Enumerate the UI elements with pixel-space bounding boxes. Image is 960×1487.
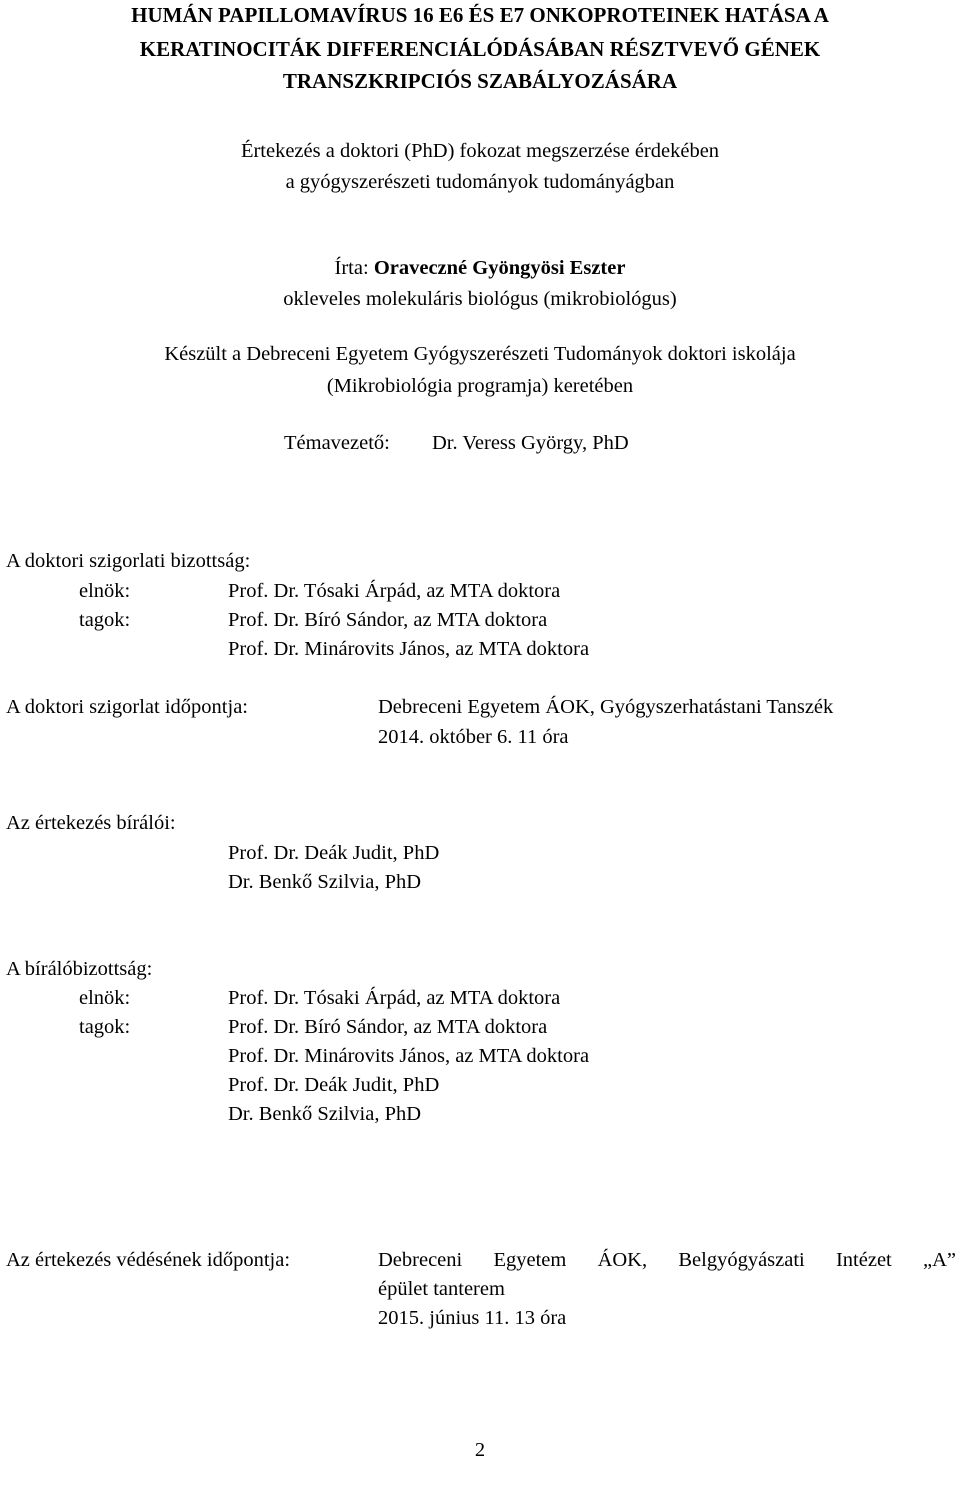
defense-place-word: „A”	[922, 1249, 956, 1271]
review-member-2: Prof. Dr. Minárovits János, az MTA doktora	[228, 1045, 590, 1067]
exam-member-2: Prof. Dr. Minárovits János, az MTA doktora	[228, 638, 590, 660]
defense-label: Az értekezés védésének időpontja:	[6, 1249, 291, 1271]
exam-chair-name: Prof. Dr. Tósaki Árpád, az MTA doktora	[228, 580, 561, 602]
review-members-label: tagok:	[79, 1016, 131, 1038]
review-member-4: Dr. Benkő Szilvia, PhD	[228, 1103, 422, 1125]
reviewer-2: Dr. Benkő Szilvia, PhD	[228, 871, 422, 893]
school-line-1: Készült a Debreceni Egyetem Gyógyszerészeti Tudományok doktori iskolája	[164, 343, 796, 365]
author-line	[0, 258, 960, 279]
defense-place-word: Egyetem	[493, 1249, 567, 1271]
review-chair-label: elnök:	[79, 987, 131, 1009]
thesis-title-line-2: KERATINOCITÁK DIFFERENCIÁLÓDÁSÁBAN RÉSZTVEVŐ GÉNEK	[139, 37, 821, 61]
defense-datetime: 2015. június 11. 13 óra	[378, 1307, 567, 1329]
review-member-3: Prof. Dr. Deák Judit, PhD	[228, 1074, 440, 1096]
exam-date-label: A doktori szigorlat időpontja:	[6, 696, 248, 718]
supervisor-name: Dr. Veress György, PhD	[432, 432, 629, 454]
exam-committee-heading: A doktori szigorlati bizottság:	[6, 550, 251, 572]
thesis-title-line-1: HUMÁN PAPILLOMAVÍRUS 16 E6 ÉS E7 ONKOPROTEINEK HATÁSA A	[131, 3, 829, 27]
page-number: 2	[474, 1439, 486, 1461]
author-name: Oraveczné Gyöngyösi Eszter	[373, 257, 626, 279]
defense-place-word: ÁOK,	[597, 1249, 648, 1271]
review-member-1: Prof. Dr. Bíró Sándor, az MTA doktora	[228, 1016, 548, 1038]
defense-place-word: Intézet	[835, 1249, 892, 1271]
exam-place: Debreceni Egyetem ÁOK, Gyógyszerhatástani Tanszék	[378, 696, 834, 718]
exam-chair-label: elnök:	[79, 580, 131, 602]
subtitle-line-1: Értekezés a doktori (PhD) fokozat megszerzése érdekében	[240, 140, 720, 162]
exam-members-label: tagok:	[79, 609, 131, 631]
exam-member-1: Prof. Dr. Bíró Sándor, az MTA doktora	[228, 609, 548, 631]
exam-datetime: 2014. október 6. 11 óra	[378, 726, 569, 748]
reviewer-1: Prof. Dr. Deák Judit, PhD	[228, 842, 440, 864]
subtitle-line-2: a gyógyszerészeti tudományok tudományágban	[285, 171, 675, 193]
author-prefix: Írta:	[334, 257, 374, 279]
defense-place-line-2: épület tanterem	[378, 1278, 505, 1300]
supervisor-label: Témavezető:	[284, 432, 390, 454]
review-committee-heading: A bírálóbizottság:	[6, 958, 153, 980]
author-degree: okleveles molekuláris biológus (mikrobiológus)	[283, 288, 677, 310]
defense-place-word: Debreceni	[378, 1249, 463, 1271]
reviewers-heading: Az értekezés bírálói:	[6, 812, 176, 834]
defense-place-line-1	[378, 1250, 956, 1271]
review-chair-name: Prof. Dr. Tósaki Árpád, az MTA doktora	[228, 987, 561, 1009]
school-line-2: (Mikrobiológia programja) keretében	[326, 375, 634, 397]
defense-place-word: Belgyógyászati	[678, 1249, 805, 1271]
thesis-title-line-3: TRANSZKRIPCIÓS SZABÁLYOZÁSÁRA	[282, 69, 678, 93]
